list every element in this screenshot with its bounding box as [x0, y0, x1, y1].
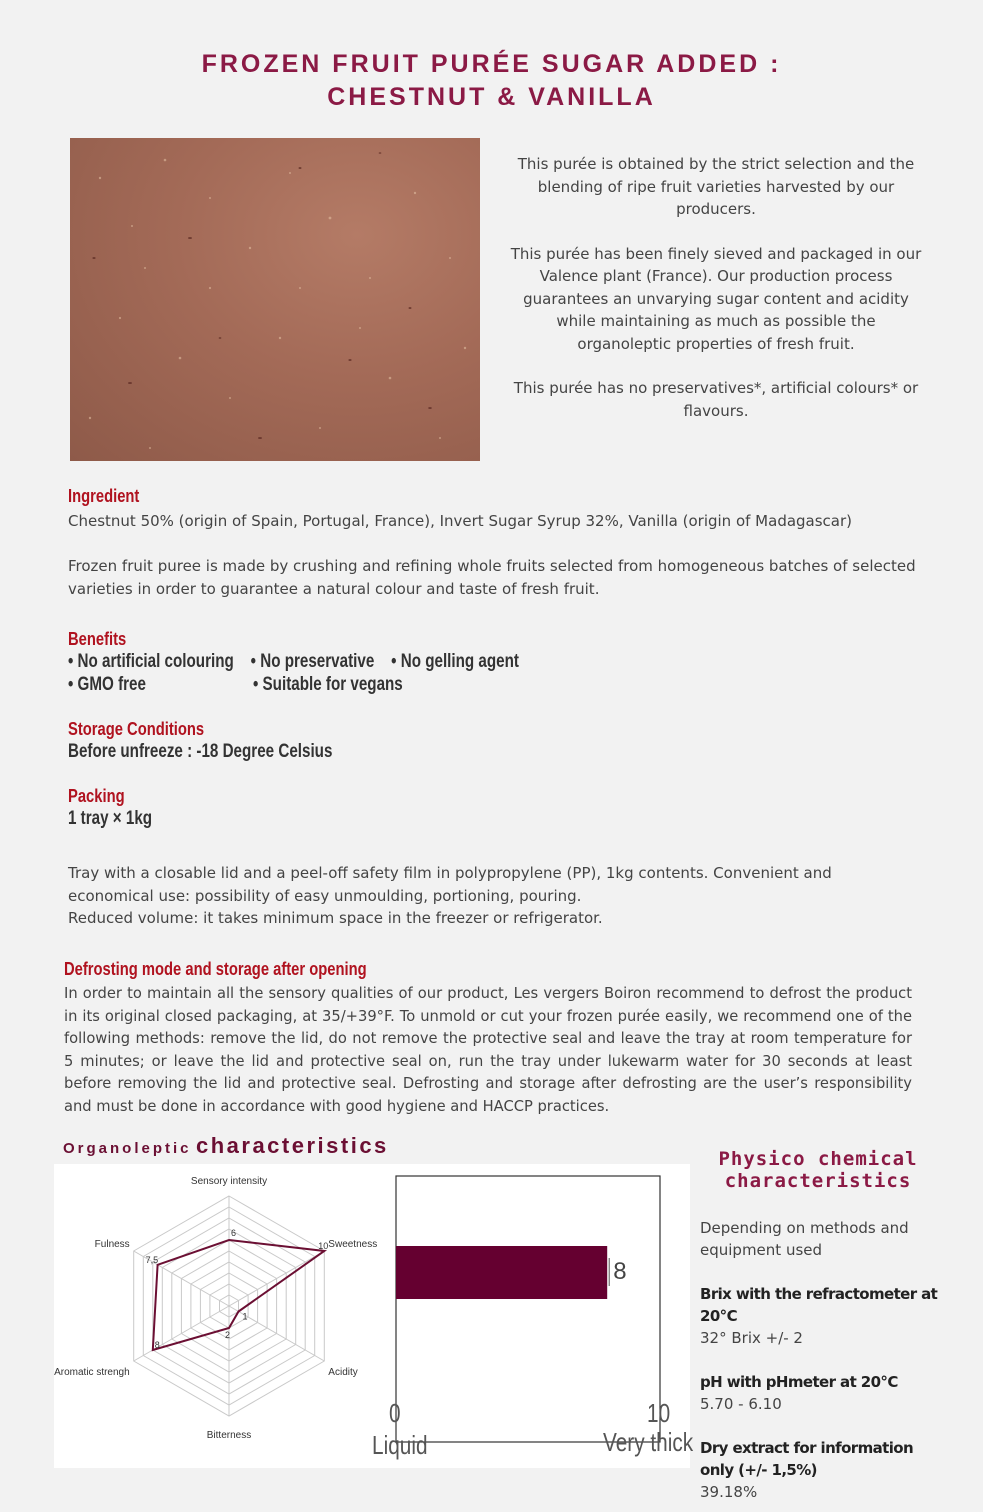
dry-extract-label: Dry extract for information only (+/- 1,5%): [700, 1439, 914, 1479]
texture-max-label: 10: [647, 1398, 671, 1428]
brix-block: [700, 1283, 950, 1349]
ph-block: [700, 1371, 950, 1415]
ingredient-heading: Ingredient: [68, 486, 140, 506]
radar-axis-label: Sensory intensity: [190, 1176, 268, 1187]
texture-value-label: 8: [613, 1258, 627, 1285]
packing-description-2: Reduced volume: it takes minimum space in the freezer or refrigerator.: [68, 909, 603, 927]
benefits-row-1: • No artificial colouring • No preservative • No gelling agent: [68, 651, 519, 672]
physico-title-line-1: Physico chemical: [718, 1148, 918, 1170]
texture-chart-frame: [396, 1176, 660, 1442]
organoleptic-title: [63, 1133, 389, 1159]
physico-details: [700, 1217, 950, 1503]
radar-value-label: 1: [242, 1311, 248, 1322]
dry-extract-value: 39.18%: [700, 1483, 758, 1501]
defrosting-heading: Defrosting mode and storage after opening: [64, 959, 367, 979]
ph-value: 5.70 - 6.10: [700, 1395, 782, 1413]
intro-paragraph-3: This purée has no preservatives*, artificial colours* or flavours.: [513, 379, 919, 420]
radar-axis-label: Acidity: [328, 1367, 358, 1378]
radar-value-label: 10: [318, 1241, 329, 1251]
dry-extract-block: [700, 1437, 950, 1503]
texture-min-label: 0: [389, 1398, 401, 1428]
organoleptic-charts: [54, 1164, 690, 1468]
intro-paragraph-2: This purée has been finely sieved and packaged in our Valence plant (France). Our production process guarantees an unvarying sugar content and acidity while maintaining as much as possible the organoleptic properties of fresh fruit.: [510, 244, 922, 353]
organoleptic-title-big: characteristics: [195, 1133, 389, 1158]
packing-value: 1 tray × 1kg: [68, 808, 153, 829]
texture-min-desc: Liquid: [372, 1430, 428, 1460]
intro-paragraph-1: This purée is obtained by the strict selection and the blending of ripe fruit varieties harvested by our producers.: [517, 155, 915, 218]
organoleptic-title-small: Organoleptic: [63, 1140, 192, 1157]
benefits-heading: Benefits: [68, 629, 127, 649]
physico-title: [712, 1148, 924, 1192]
storage-heading: Storage Conditions: [68, 719, 205, 739]
benefit-gmo-free: • GMO free: [68, 674, 146, 695]
storage-value: Before unfreeze : -18 Degree Celsius: [68, 741, 333, 762]
radar-value-label: 8: [154, 1340, 160, 1350]
intro-text: [508, 153, 924, 444]
radar-value-label: 6: [231, 1228, 237, 1238]
benefit-vegan: • Suitable for vegans: [253, 674, 403, 695]
page-title: [0, 48, 983, 114]
title-line-1: FROZEN FRUIT PURÉE SUGAR ADDED :: [201, 50, 782, 78]
puree-texture: [70, 138, 480, 461]
title-line-2: CHESTNUT & VANILLA: [327, 83, 656, 111]
packing-description: [68, 862, 918, 930]
radar-axis-label: Sweetness: [328, 1239, 378, 1250]
defrosting-text: In order to maintain all the sensory qualities of our product, Les vergers Boiron recommend to defrost the product in its original closed packaging, at 35/+39°F. To unmold or cut your frozen purée easily, we recommend one of the following methods: remove the lid, do not remove the protective seal and leave the tray at room temperature for 5 minutes; or leave the lid and protective seal on, run the tray under lukewarm water for 30 seconds at least before removing the lid and protective seal. Defrosting and storage after defrosting are the user’s responsibility and must be done in accordance with good hygiene and HACCP practices.: [64, 985, 912, 1115]
ingredient-list: Chestnut 50% (origin of Spain, Portugal, France), Invert Sugar Syrup 32%, Vanilla (origin of Madagascar): [68, 512, 853, 530]
ingredient-description: Frozen fruit puree is made by crushing and refining whole fruits selected from homogeneous batches of selected varieties in order to guarantee a natural colour and taste of fresh fruit.: [68, 557, 916, 598]
physico-title-line-2: characteristics: [724, 1170, 912, 1192]
brix-value: 32° Brix +/- 2: [700, 1329, 803, 1347]
charts-canvas: [54, 1164, 690, 1468]
packing-heading: Packing: [68, 786, 125, 806]
brix-label: Brix with the refractometer at 20°C: [700, 1285, 938, 1325]
radar-axis-label: Fulness: [94, 1239, 130, 1250]
packing-description-1: Tray with a closable lid and a peel-off safety film in polypropylene (PP), 1kg contents. Convenient and economical use: possibility of easy unmoulding, portioning, pouring.: [68, 864, 832, 905]
product-photo: [70, 138, 480, 461]
ph-label: pH with pHmeter at 20°C: [700, 1373, 898, 1391]
physico-intro: Depending on methods and equipment used: [700, 1219, 909, 1259]
texture-bar: [396, 1246, 607, 1299]
radar-value-label: 7,5: [145, 1254, 159, 1265]
radar-axis-label: Aromatic strengh: [54, 1367, 130, 1378]
radar-axis-label: Bitterness: [206, 1430, 252, 1441]
texture-max-desc: Very thick: [603, 1427, 694, 1457]
radar-value-label: 2: [225, 1330, 231, 1340]
